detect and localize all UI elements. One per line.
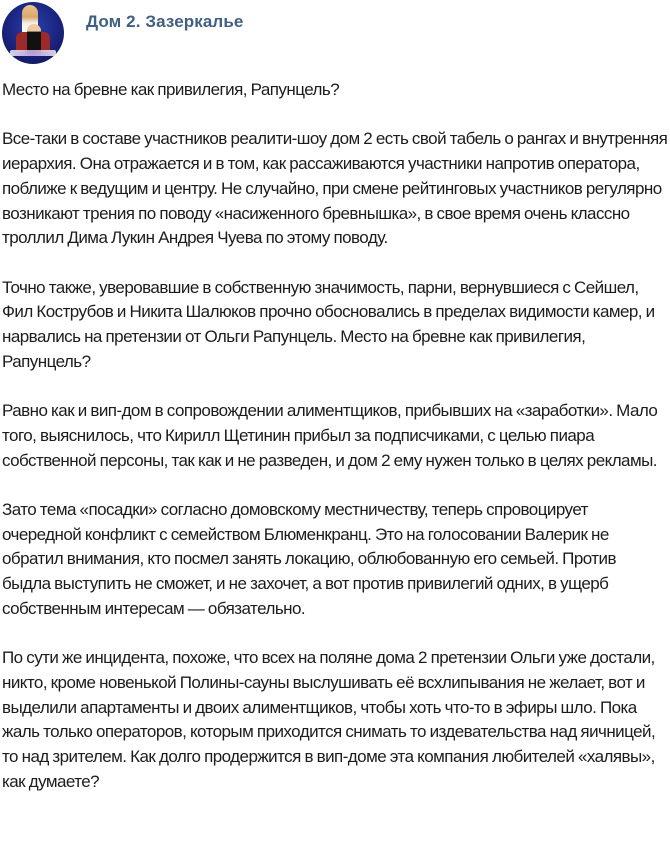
- post-paragraph-2: Точно также, уверовавшие в собственную значимость, парни, вернувшиеся с Сейшел, Фил Кострубов и Никита Шалюков прочно обосновались в пределах видимости камер, и нарвались на претензии от Ольги Рапунцель. Место на бревне как привилегия, Рапунцель?: [2, 277, 655, 371]
- post-paragraph-4: Зато тема «посадки» согласно домовскому местничеству, теперь спровоцирует очередной конфликт с семейством Блюменкранц. Это на голосовании Валерик не обратил внимания, кто посмел занять локацию, облюбованную его семьей. Против быдла выступить не сможет, и не захочет, а вот против привилегий одних, в ущерб собственным интересам — обязательно.: [2, 499, 616, 618]
- post-paragraph-1: Все-таки в составе участников реалити-шоу дом 2 есть свой табель о рангах и внутренняя иерархия. Она отражается и в том, как рассаживаются участники напротив оператора, поближе к ведущим и центру. Не случайно, при смене рейтинговых участников регулярно возникают трения по поводу «насиженного бревнышка», в свое время очень классно троллил Дима Лукин Андрея Чуева по этому поводу.: [2, 129, 668, 248]
- post-paragraph-5: По сути же инцидента, похоже, что всех на поляне дома 2 претензии Ольги уже достали, никто, кроме новенькой Полины-сауны выслушивать её всхлипывания не желает, вот и выделили апартаменты и двоих алиментщиков, чтобы хоть что-то в эфиры шло. Пока жаль только операторов, которым приходится снимать то издевательства над яичницей, то над зрителем. Как долго продержится в вип-доме эта компания любителей «халявы», как думаете?: [2, 648, 656, 791]
- post-paragraph-3: Равно как и вип-дом в сопровождении алиментщиков, прибывших на «заработки». Мало того, выяснилось, что Кирилл Щетинин прибыл за подписчиками, с целью пиара собственной персоны, так как и не разведен, и дом 2 ему нужен только в целях рекламы.: [2, 401, 658, 470]
- post-body: [2, 78, 668, 819]
- channel-avatar[interactable]: [2, 2, 64, 64]
- channel-title[interactable]: Дом 2. Зазеркалье: [86, 12, 244, 31]
- post-header: [0, 0, 670, 70]
- avatar-caption-icon: [10, 50, 56, 56]
- post-lead: Место на бревне как привилегия, Рапунцель?: [2, 80, 340, 99]
